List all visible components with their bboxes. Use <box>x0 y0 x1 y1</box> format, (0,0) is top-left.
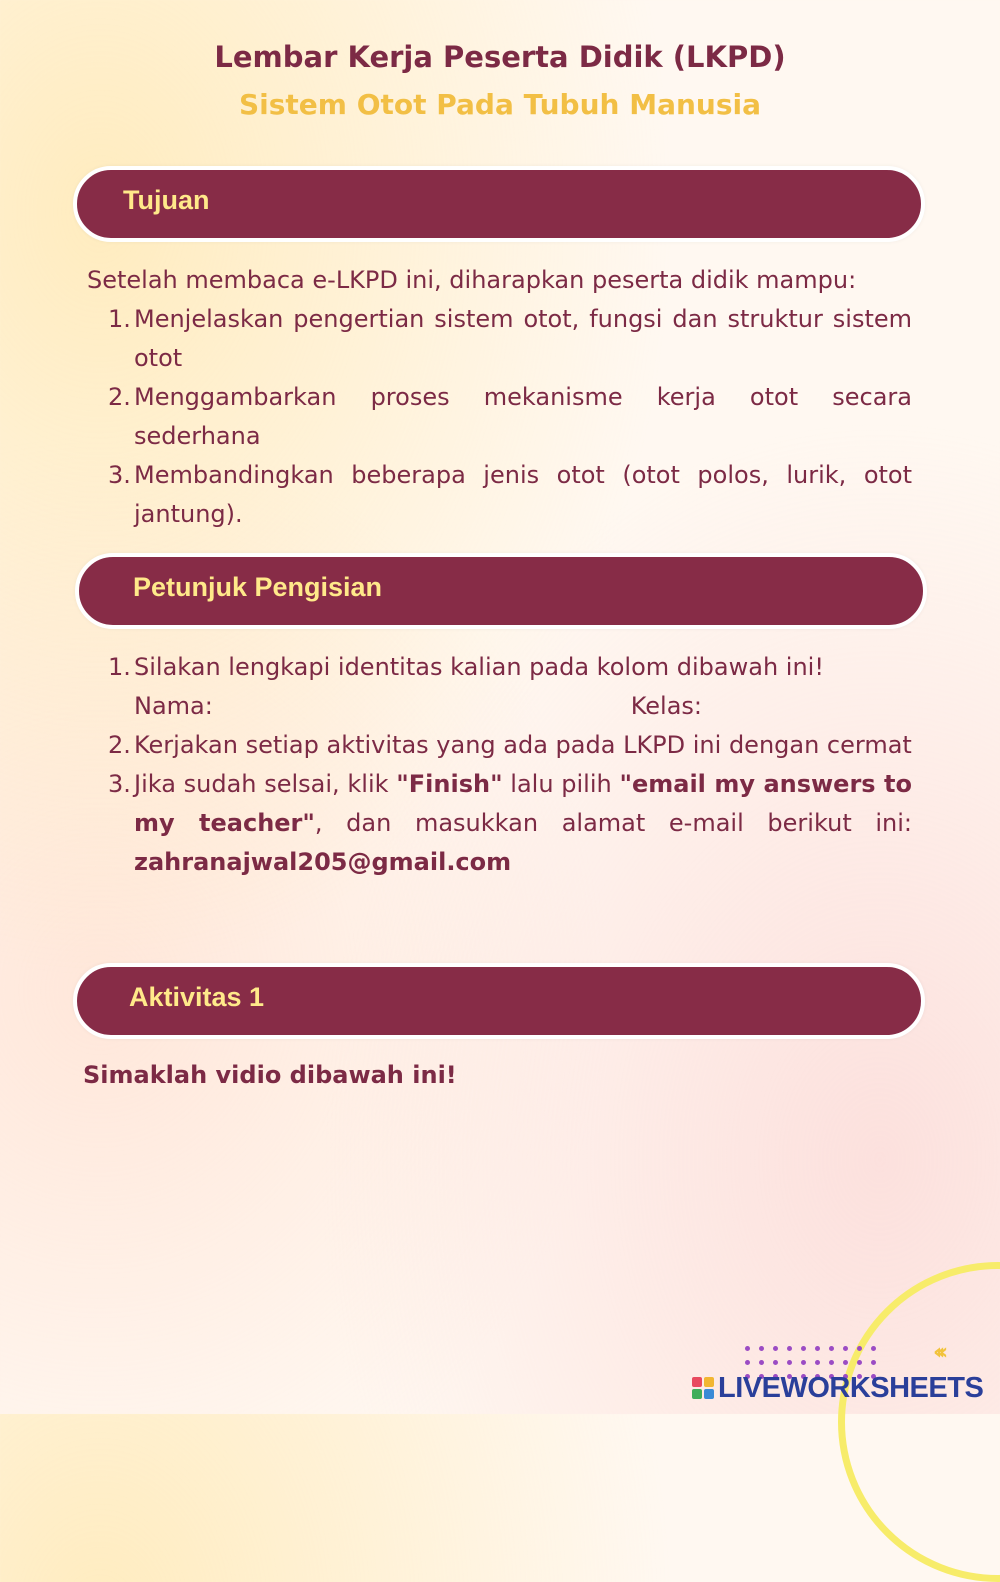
list-text: Menggambarkan proses mekanisme kerja otot secara sederhana <box>134 383 912 450</box>
list-number: 1. <box>108 305 131 333</box>
decorative-dot <box>829 1360 834 1365</box>
decorative-dot <box>787 1346 792 1351</box>
list-item <box>92 300 912 378</box>
list-number: 2. <box>108 383 131 411</box>
list-number: 2. <box>108 731 131 759</box>
nama-label: Nama: <box>134 692 213 720</box>
petunjuk-heading: Petunjuk Pengisian <box>133 572 383 602</box>
decorative-dot <box>815 1346 820 1351</box>
decorative-dot <box>745 1346 750 1351</box>
decorative-dot <box>815 1360 820 1365</box>
list-item <box>92 726 912 765</box>
aktivitas-instruction: Simaklah vidio dibawah ini! <box>83 1061 457 1089</box>
petunjuk-section-header <box>75 553 927 629</box>
decorative-dot <box>801 1360 806 1365</box>
worksheet-title: Lembar Kerja Peserta Didik (LKPD) <box>214 40 786 74</box>
list-text: Kerjakan setiap aktivitas yang ada pada LKPD ini dengan cermat <box>134 731 912 759</box>
email-option-keyword: "email my answers to my teacher" <box>134 770 912 837</box>
list-item <box>92 456 912 534</box>
logo-block <box>704 1377 714 1387</box>
finish-keyword: "Finish" <box>396 770 503 798</box>
tujuan-intro: Setelah membaca e-LKPD ini, diharapkan peserta didik mampu: <box>87 266 857 294</box>
identity-row <box>134 687 912 726</box>
decorative-dot <box>745 1360 750 1365</box>
list-item <box>92 648 912 726</box>
tujuan-list <box>92 300 912 534</box>
list-number: 1. <box>108 653 131 681</box>
kelas-label: Kelas: <box>630 692 702 720</box>
list-item <box>92 765 912 882</box>
list-text: Menjelaskan pengertian sistem otot, fungsi dan struktur sistem otot <box>134 305 912 372</box>
logo-block <box>692 1389 702 1399</box>
decorative-dot <box>871 1360 876 1365</box>
list-item <box>92 378 912 456</box>
worksheet-subtitle: Sistem Otot Pada Tubuh Manusia <box>238 88 762 121</box>
list-text: Silakan lengkapi identitas kalian pada kolom dibawah ini! <box>134 653 824 681</box>
tujuan-heading: Tujuan <box>123 185 210 215</box>
decorative-circle <box>838 1262 1000 1582</box>
decorative-dot <box>829 1346 834 1351</box>
decorative-dot <box>857 1360 862 1365</box>
list-text: Membandingkan beberapa jenis otot (otot polos, lurik, otot jantung). <box>134 461 912 528</box>
decorative-dot <box>787 1360 792 1365</box>
logo-text: LIVEWORKSHEETS <box>718 1371 984 1404</box>
decorative-dot <box>843 1360 848 1365</box>
list-text: Jika sudah selsai, klik <box>134 770 397 798</box>
list-number: 3. <box>108 461 131 489</box>
decorative-dot <box>857 1346 862 1351</box>
petunjuk-list <box>92 648 912 882</box>
decorative-dot <box>773 1346 778 1351</box>
decorative-dot <box>759 1360 764 1365</box>
logo-blocks <box>692 1377 714 1399</box>
decorative-dot <box>843 1346 848 1351</box>
decorative-dot <box>871 1346 876 1351</box>
aktivitas-heading: Aktivitas 1 <box>129 982 265 1012</box>
list-text: lalu pilih <box>502 770 620 798</box>
chevron-left-icon: ‹‹‹ <box>933 1340 943 1365</box>
tujuan-section-header <box>73 166 925 242</box>
decorative-dot <box>801 1346 806 1351</box>
list-text: , dan masukkan alamat e-mail berikut ini: <box>314 809 912 837</box>
liveworksheets-logo[interactable] <box>692 1372 983 1404</box>
list-number: 3. <box>108 770 131 798</box>
decorative-dot <box>773 1360 778 1365</box>
logo-block <box>704 1389 714 1399</box>
decorative-dot <box>759 1346 764 1351</box>
aktivitas-section-header <box>73 963 925 1039</box>
logo-block <box>692 1377 702 1387</box>
teacher-email: zahranajwal205@gmail.com <box>134 848 512 876</box>
